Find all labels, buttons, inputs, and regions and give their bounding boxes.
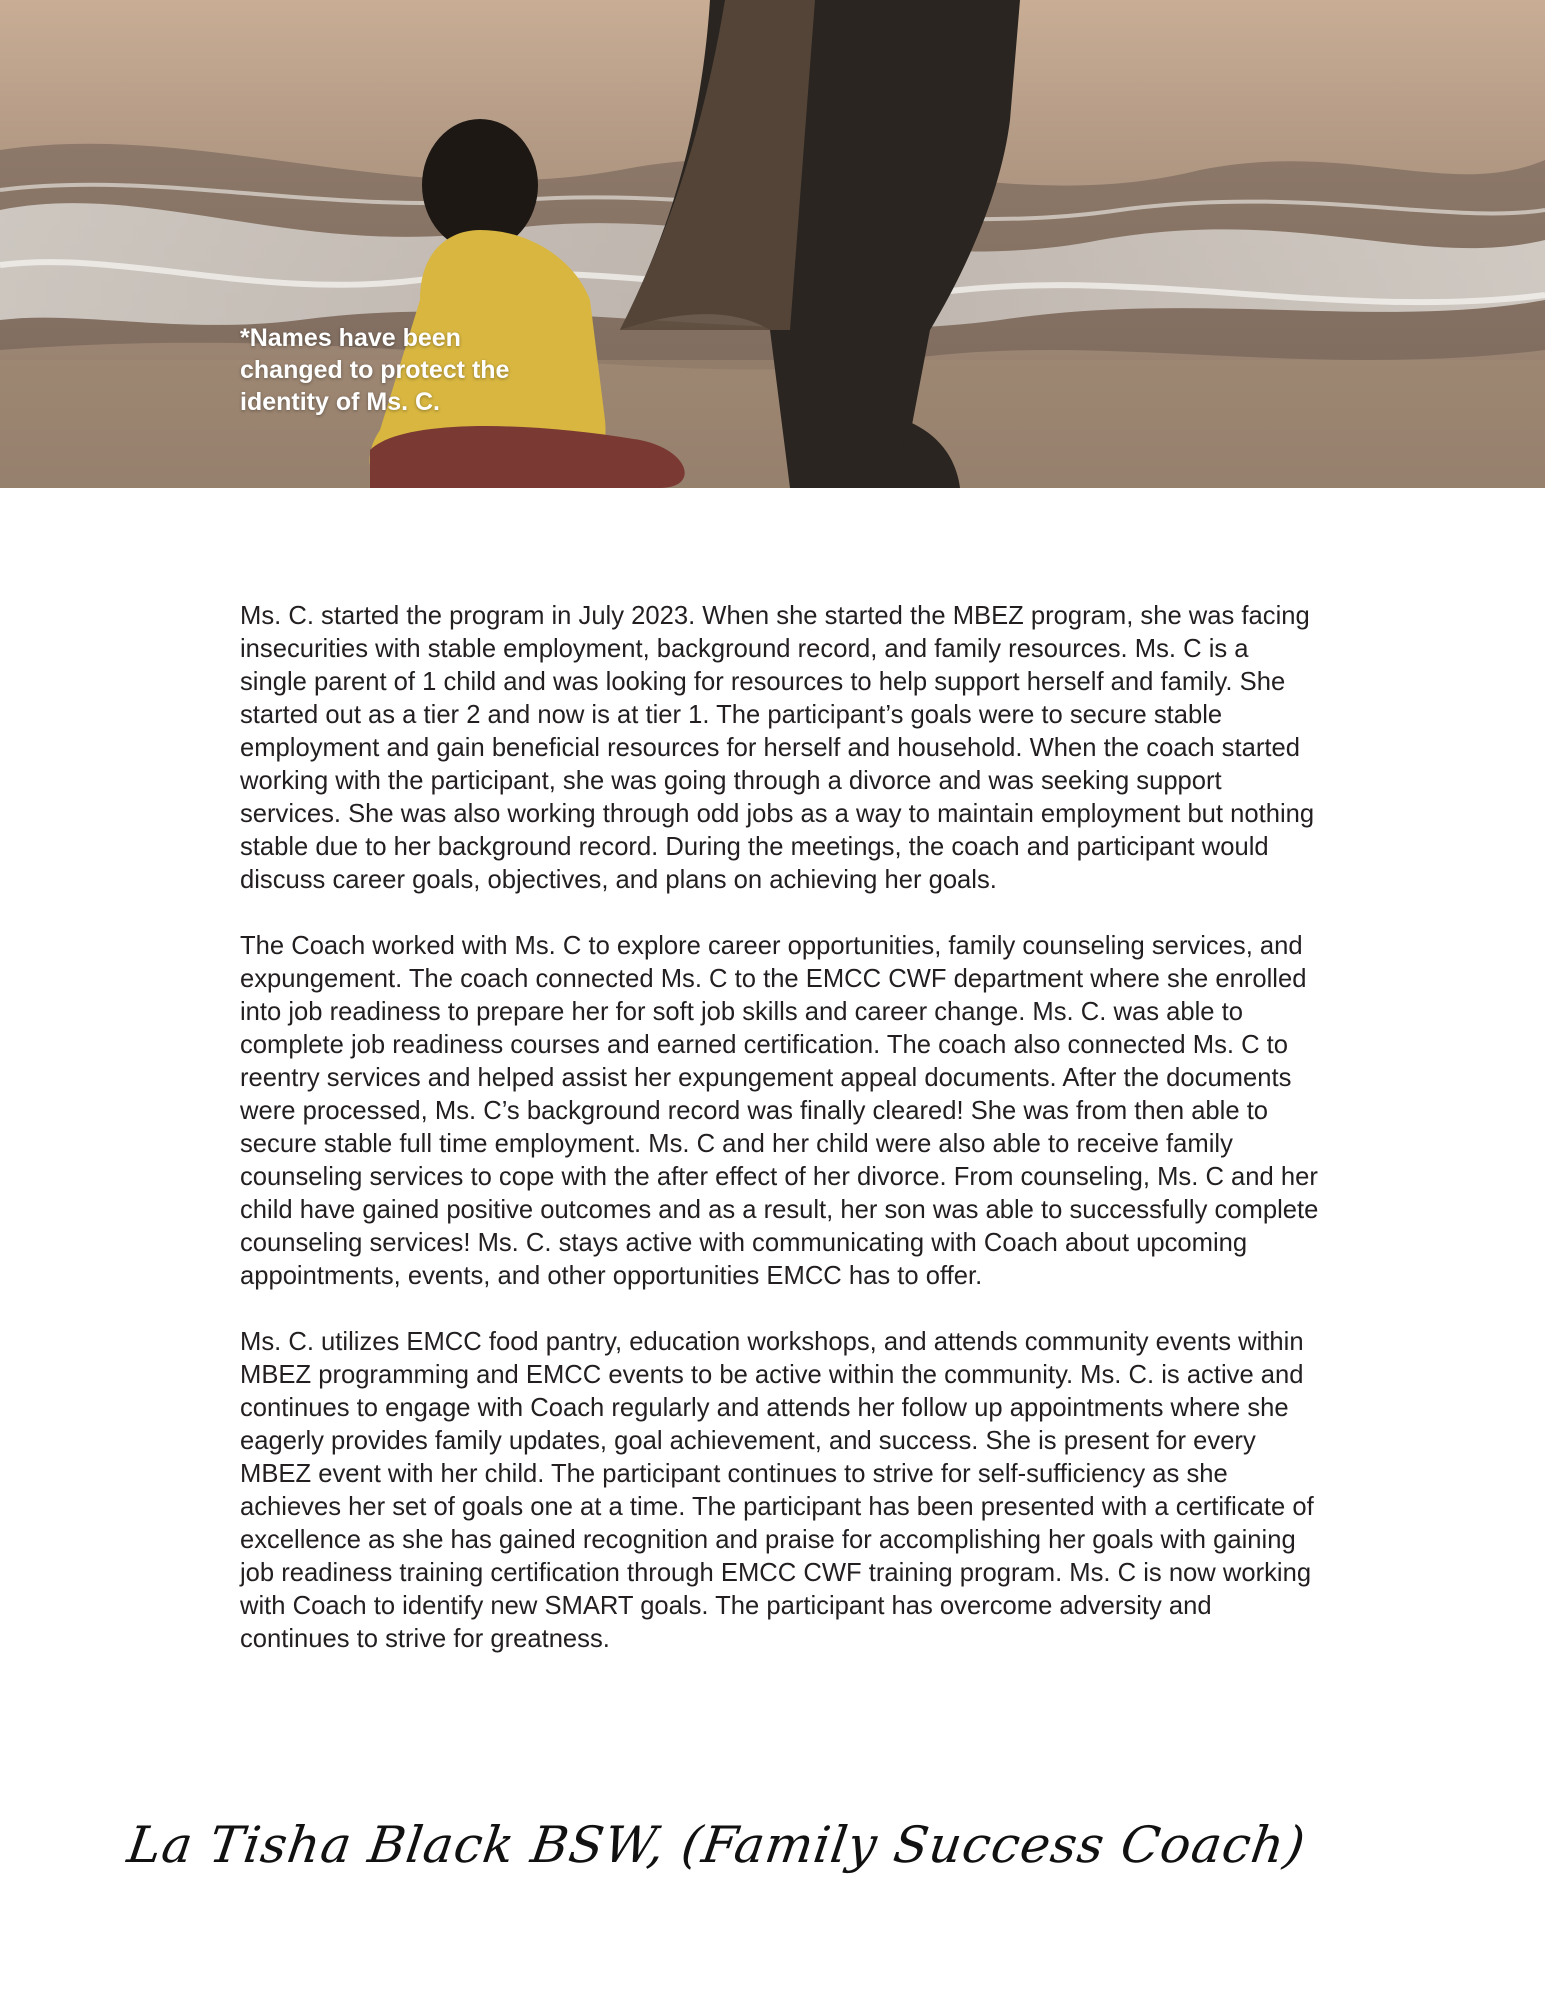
story-paragraph: Ms. C. utilizes EMCC food pantry, education workshops, and attends community events within MBEZ programming and EMCC events to be active within the community. Ms. C. is active and continues to engage with Coach regularly and attends her follow up appointments where she eagerly provides family updates, goal achievement, and success. She is present for every MBEZ event with her child. The participant continues to strive for self-sufficiency as she achieves her set of goals one at a time. The participant has been presented with a certificate of excellence as she has gained recognition and praise for accomplishing her goals with gaining job readiness training certification through EMCC CWF training program. Ms. C is now working with Coach to identify new SMART goals. The participant has overcome adversity and continues to strive for greatness. — [240, 1328, 1314, 1653]
hero-photo — [0, 0, 1545, 488]
beach-mother-child-photo-icon — [0, 0, 1545, 488]
photo-caption: *Names have been changed to protect the identity of Ms. C. — [240, 324, 510, 416]
story-paragraph: The Coach worked with Ms. C to explore career opportunities, family counseling services, and expungement. The coach connected Ms. C to the EMCC CWF department where she enrolled into job readiness to prepare her for soft job skills and career change. Ms. C. was able to complete job readiness courses and earned certification. The coach also connected Ms. C to reentry services and helped assist her expungement appeal documents. After the documents were processed, Ms. C’s background record was finally cleared! She was from then able to secure stable full time employment. Ms. C and her child were also able to receive family counseling services to cope with the after effect of her divorce. From counseling, Ms. C and her child have gained positive outcomes and as a result, her son was able to successfully complete counseling services! Ms. C. stays active with communicating with Coach about upcoming appointments, events, and other opportunities EMCC has to offer. — [240, 932, 1319, 1290]
story-body — [240, 600, 1320, 1689]
coach-signature: La Tisha Black BSW, (Family Success Coach) — [123, 1816, 1310, 1874]
story-paragraph: Ms. C. started the program in July 2023. When she started the MBEZ program, she was facing insecurities with stable employment, background record, and family resources. Ms. C is a single parent of 1 child and was looking for resources to help support herself and family. She started out as a tier 2 and now is at tier 1. The participant’s goals were to secure stable employment and gain beneficial resources for herself and household. When the coach started working with the participant, she was going through a divorce and was seeking support services. She was also working through odd jobs as a way to maintain employment but nothing stable due to her background record. During the meetings, the coach and participant would discuss career goals, objectives, and plans on achieving her goals. — [240, 602, 1315, 894]
